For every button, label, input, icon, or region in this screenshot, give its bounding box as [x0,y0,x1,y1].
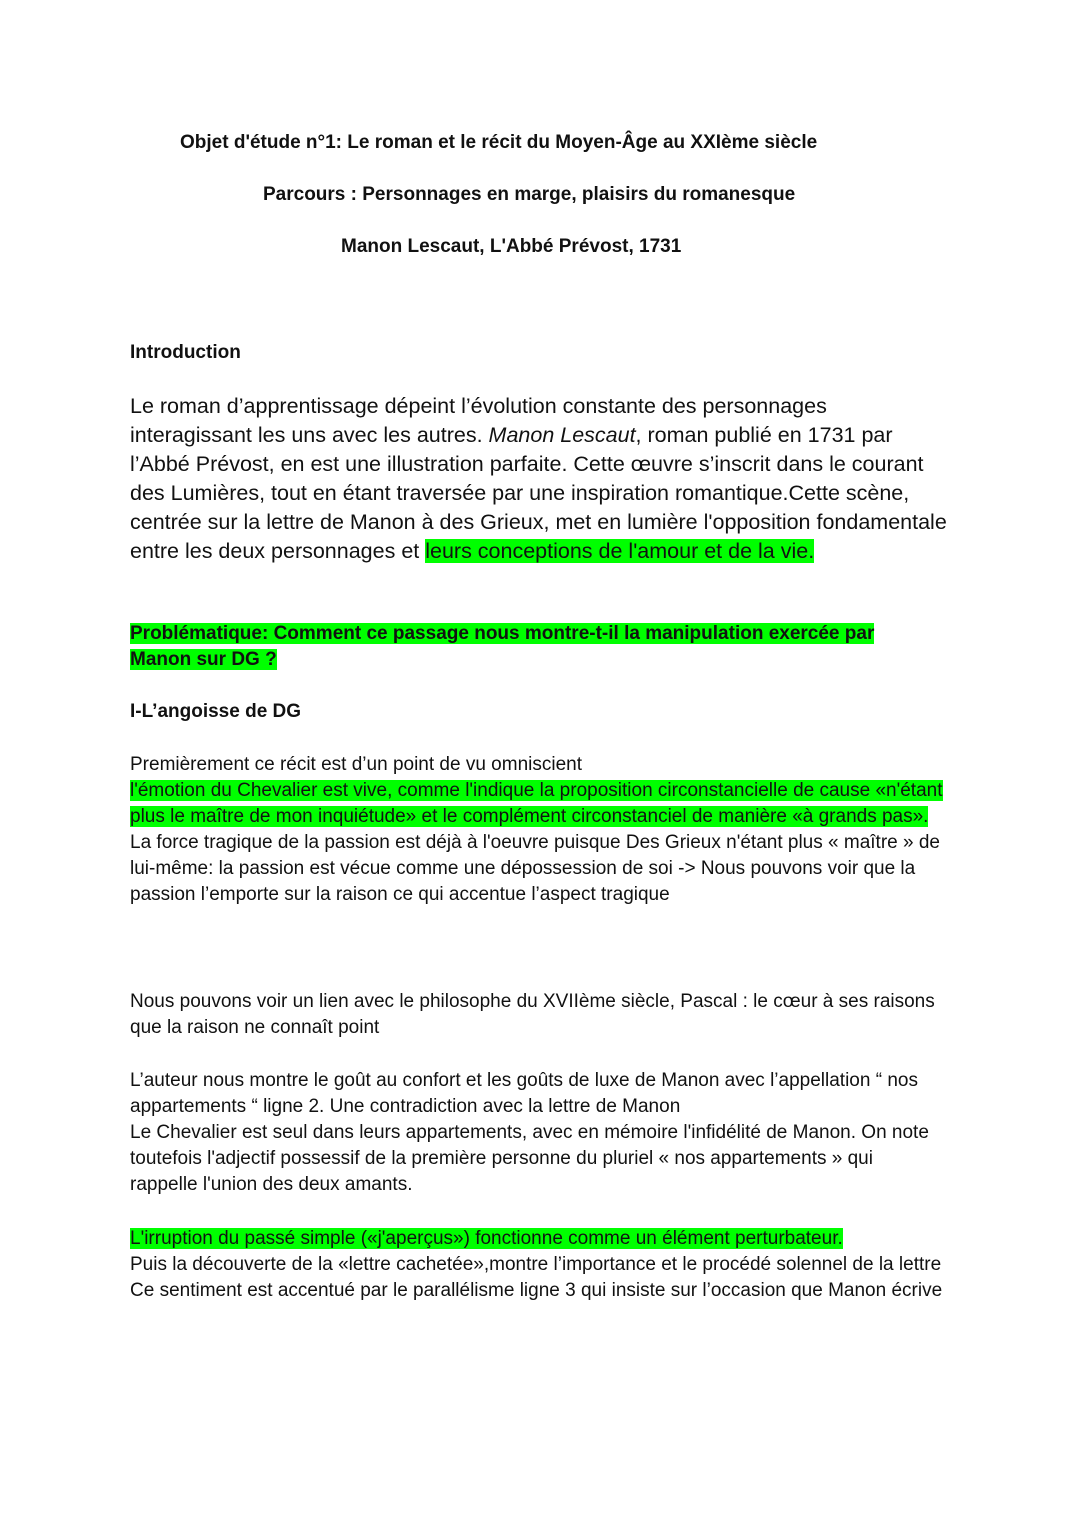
section-1-paragraph-1 [130,752,945,908]
introduction-heading: Introduction [130,342,241,363]
section-1-paragraph-4 [130,1226,945,1304]
p3-b: Le Chevalier est seul dans leurs appartements, avec en mémoire l'infidélité de Manon. On note toutefois l'adjectif possessif de la première personne du pluriel « nos appartements » qui rappelle l'union des deux amants. [130,1122,929,1195]
p4-highlight: L'irruption du passé simple («j'aperçus») fonctionne comme un élément perturbateur. [130,1228,843,1249]
section-1-heading: I-L’angoisse de DG [130,701,302,722]
problematique [130,621,930,673]
intro-highlight: leurs conceptions de l'amour et de la vie. [425,539,815,563]
parcours-title: Parcours : Personnages en marge, plaisirs du romanesque [263,184,796,205]
objet-etude-title: Objet d'étude n°1: Le roman et le récit du Moyen-Âge au XXIème siècle [180,132,818,153]
p4-b: Ce sentiment est accentué par le parallélisme ligne 3 qui insiste sur l’occasion que Manon écrive [130,1280,943,1301]
p1-line: Premièrement ce récit est d’un point de vu omniscient [130,754,582,775]
section-1-paragraph-2: Nous pouvons voir un lien avec le philosophe du XVIIème siècle, Pascal : le cœur à ses raisons que la raison ne connaît point [130,991,935,1038]
intro-text-1: Le roman d’apprentissage dépeint l’évolution constante des personnages interagissant les uns avec les autres. [130,394,827,447]
introduction-paragraph [130,392,950,566]
oeuvre-title: Manon Lescaut, L'Abbé Prévost, 1731 [341,236,682,257]
section-1-paragraph-3 [130,1068,945,1198]
p3-a: L’auteur nous montre le goût au confort et les goûts de luxe de Manon avec l’appellation “ nos appartements “ ligne 2. Une contradiction avec la lettre de Manon [130,1070,918,1117]
p1-highlight: l'émotion du Chevalier est vive, comme l'indique la proposition circonstancielle de cause «n'étant plus le maître de mon inquiétude» et le complément circonstanciel de manière «à grands pas». [130,780,943,827]
intro-text-2: , roman publié en 1731 par l’Abbé Prévost, en est une illustration parfaite. Cette œuvre s’inscrit dans le courant des Lumières, tout en étant traversée par une inspiration romantique.Cette scène, centrée sur la lettre de Manon à des Grieux, met en lumière l'opposition fondamentale entre les deux personnages et [130,423,947,563]
p1-rest: La force tragique de la passion est déjà à l'oeuvre puisque Des Grieux n'étant plus « maître » de lui-même: la passion est vécue comme une dépossession de soi -> Nous pouvons voir que la passion l’emporte sur la raison ce qui accentue l’aspect tragique [130,832,940,905]
intro-book-title: Manon Lescaut [488,423,636,447]
p4-a: Puis la découverte de la «lettre cachetée»,montre l’importance et le procédé solennel de la lettre [130,1254,942,1275]
problematique-highlight: Problématique: Comment ce passage nous montre-t-il la manipulation exercée par Manon sur DG ? [130,623,875,670]
